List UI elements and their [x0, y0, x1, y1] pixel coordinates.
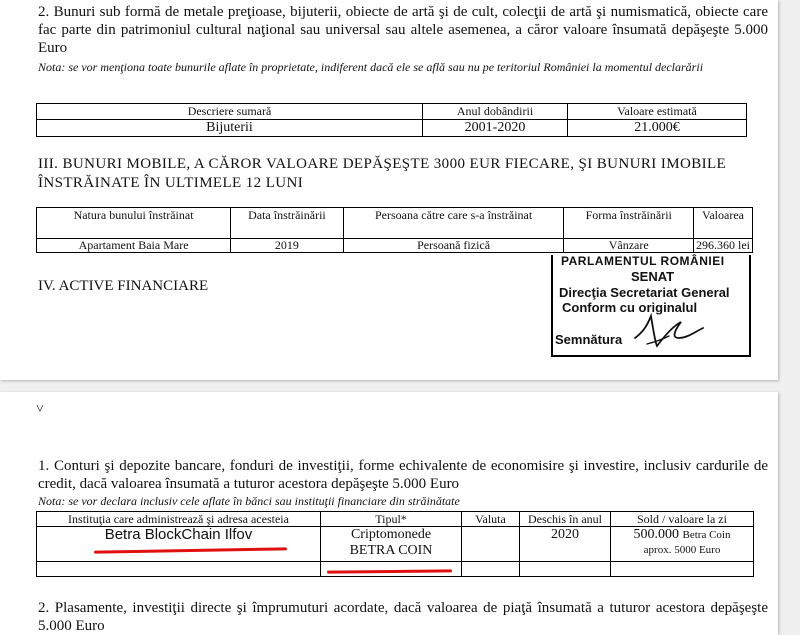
header-institution: Instituţia care administrează şi adresa acesteia [37, 512, 321, 527]
cell-form: Vânzare [564, 239, 694, 253]
header-opened-year: Deschis în anul [520, 512, 611, 527]
header-description: Descriere sumară [37, 104, 423, 120]
section-3-title: III. BUNURI MOBILE, A CĂROR VALOARE DEPĂŞEŞTE 3000 EUR FIECARE, ŞI BUNURI IMOBILE ÎNSTRĂINATE ÎN ULTIMELE 12 LUNI [38, 156, 727, 191]
document-page-2 [0, 392, 778, 635]
cell-currency [462, 527, 520, 562]
disposed-assets-table [36, 207, 753, 253]
table-row [37, 120, 747, 137]
cell-year: 2001-2020 [423, 120, 568, 137]
type-line-2: BETRA COIN [349, 543, 433, 558]
header-currency: Valuta [462, 512, 520, 527]
header-estimated-value: Valoare estimată [568, 104, 747, 120]
table-header-row [37, 104, 747, 120]
section-2-text: 2. Bunuri sub formă de metale preţioase, bijuterii, obiecte de artă şi de cult, colecţii de artă şi numismatică, obiecte care fac parte din patrimoniul cultural naţional sau universal sau altele asemenea, a căror valoare însumată depăşeşte 5.000 Euro [38, 4, 768, 56]
balance-unit: Betra Coin [682, 529, 731, 541]
stamp-line-senate: SENAT [631, 269, 675, 284]
cell-recipient: Persoană fizică [343, 239, 564, 253]
bank-accounts-table [36, 511, 754, 577]
stamp-line-parliament: PARLAMENTUL ROMÂNIEI [561, 254, 725, 268]
handwritten-signature [633, 308, 705, 350]
bank-accounts-text: 1. Conturi şi depozite bancare, fonduri de investiţii, forme echivalente de economisire şi investire, inclusiv cardurile de credit, dacă valoarea însumată a tuturor acestora depăşeşte 5.000 Euro [38, 458, 768, 492]
type-line-1: Criptomonede [350, 527, 432, 542]
stamp-line-directorate: Direcţia Secretariat General [559, 285, 730, 300]
header-type: Tipul* [321, 512, 462, 527]
cell-asset-nature: Apartament Baia Mare [37, 239, 231, 253]
empty-cell [520, 562, 611, 577]
cell-balance [611, 527, 754, 562]
empty-cell [37, 562, 321, 577]
stamp-line-conform: Conform cu originalul [562, 300, 698, 315]
stamp-line-signature: Semnătura [555, 332, 623, 347]
cell-date: 2019 [231, 239, 344, 253]
cell-institution: Betra BlockChain Ilfov [37, 527, 321, 562]
cell-opened-year: 2020 [520, 527, 611, 562]
header-disposal-date: Data înstrăinării [231, 208, 344, 239]
investments-text: 2. Plasamente, investiţii directe şi împrumuturi acordate, dacă valoarea de piaţă însumată a tuturor acestora depăşeşte 5.000 Euro [38, 600, 768, 634]
header-recipient: Persoana către care s-a înstrăinat [343, 208, 564, 239]
scan-mark: ˅ [36, 402, 44, 417]
section-4-title: IV. ACTIVE FINANCIARE [38, 278, 209, 294]
table-row [37, 527, 754, 562]
cell-value: 21.000€ [568, 120, 747, 137]
table-header-row [37, 512, 754, 527]
valuables-table [36, 103, 747, 137]
section-2-note: Nota: se vor menţiona toate bunurile aflate în proprietate, indiferent dacă ele se află sau nu pe teritoriul României la momentul declarării [38, 60, 704, 74]
empty-cell [462, 562, 520, 577]
bank-accounts-note: Nota: se vor declara inclusiv cele aflate în bănci sau instituţii financiare din străinătate [38, 494, 460, 508]
header-year-acquired: Anul dobândirii [423, 104, 568, 120]
table-row [37, 239, 753, 253]
empty-cell [611, 562, 754, 577]
cell-description: Bijuterii [37, 120, 423, 137]
balance-approx: aprox. 5000 Euro [643, 544, 721, 556]
header-asset-nature: Natura bunului înstrăinat [37, 208, 231, 239]
header-disposal-form: Forma înstrăinării [564, 208, 694, 239]
header-balance: Sold / valoare la zi [611, 512, 754, 527]
cell-type [321, 527, 462, 562]
cell-value: 296.360 lei [694, 239, 753, 253]
header-value: Valoarea [694, 208, 753, 239]
balance-amount: 500.000 [633, 527, 680, 542]
table-header-row [37, 208, 753, 239]
